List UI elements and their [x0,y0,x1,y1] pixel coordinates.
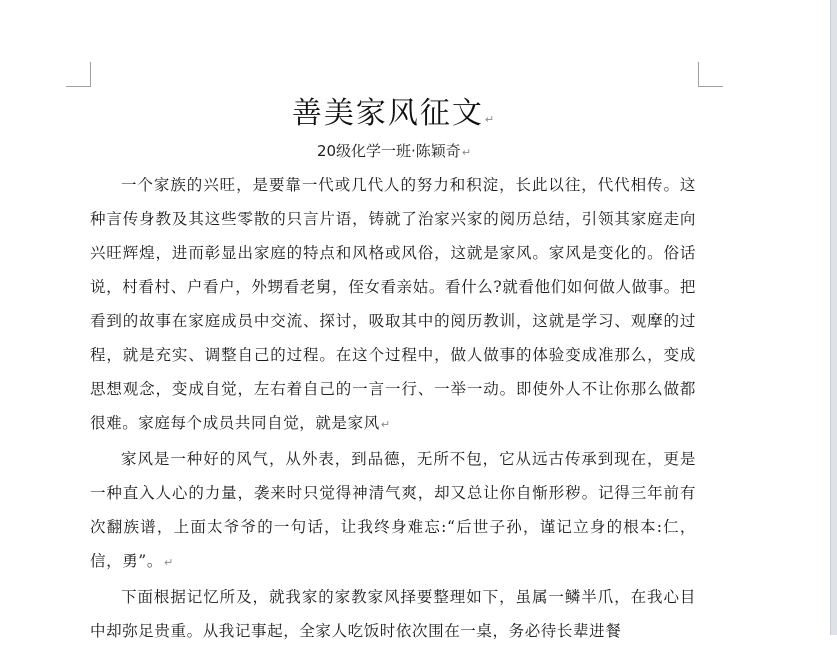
paragraph-mark-icon: ↵ [380,418,391,431]
body-paragraph[interactable]: 家风是一种好的风气，从外表，到品德，无所不包，它从远古传承到现在，更是一种直入人心的力量，袭来时只觉得神清气爽，却又总让你自惭形秽。记得三年前有次翻族谱，上面太爷爷的一句话，让我终身难忘:“后世子孙，谨记立身的根本:仁，信，勇”。↵ [90,450,696,570]
document-body[interactable] [90,168,696,648]
paragraph-mark-icon: ↵ [163,556,174,569]
paragraph-mark-icon: ↵ [484,113,497,126]
body-paragraph[interactable]: 下面根据记忆所及，就我家的家教家风择要整理如下，虽属一鳞半爪，在我心目中却弥足贵重。从我记事起，全家人吃饭时依次围在一桌，务必待长辈进餐 [90,588,696,640]
paragraph-mark-icon: ↵ [461,146,472,159]
window-edge-scrollbar[interactable] [830,0,837,635]
margin-corner-mark-top-right [698,62,723,87]
document-subtitle[interactable]: 20级化学一班·陈颖奇↵ [316,142,472,160]
body-paragraph[interactable]: 一个家族的兴旺，是要靠一代或几代人的努力和积淀，长此以往，代代相传。这种言传身教及其这些零散的只言片语，铸就了治家兴家的阅历总结，引领其家庭走向兴旺辉煌，进而彰显出家庭的特点和风格或风俗，这就是家风。家风是变化的。俗话说，村看村、户看户，外甥看老舅，侄女看亲姑。看什么?就看他们如何做人做事。把看到的故事在家庭成员中交流、探讨，吸取其中的阅历教训，这就是学习、观摩的过程，就是充实、调整自己的过程。在这个过程中，做人做事的体验变成准那么，变成思想观念，变成自觉，左右着自己的一言一行、一举一动。即使外人不让你那么做都很难。家庭每个成员共同自觉，就是家风↵ [90,176,696,432]
document-title[interactable]: 善美家风征文↵ [291,96,497,131]
margin-corner-mark-top-left [66,62,91,87]
